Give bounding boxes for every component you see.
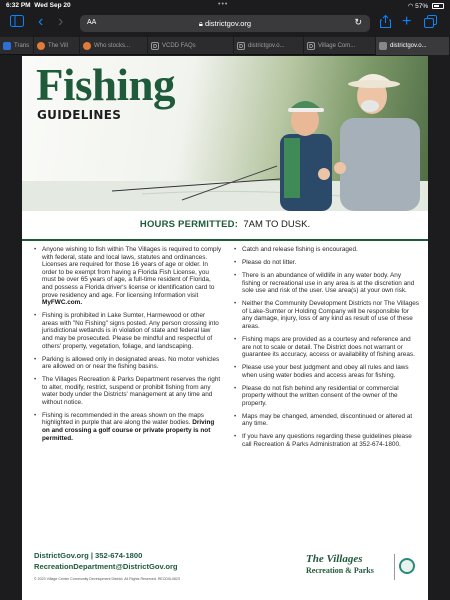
browser-toolbar — [0, 12, 450, 34]
district-seal-icon — [399, 558, 415, 574]
tab-village-com[interactable]: D Village Com... — [304, 37, 376, 55]
status-time: 6:32 PM Wed Sep 20 — [6, 2, 71, 9]
page-title: Fishing — [36, 60, 176, 110]
battery-icon — [432, 3, 444, 9]
forward-icon[interactable]: › — [58, 13, 64, 30]
status-right — [408, 2, 444, 10]
status-bar — [0, 0, 450, 12]
page-subtitle: GUIDELINES — [37, 108, 122, 122]
hours-value: 7AM TO DUSK. — [243, 219, 311, 230]
sidebar-icon[interactable] — [10, 15, 24, 30]
multitasking-dots[interactable]: ••• — [218, 1, 229, 8]
guideline-item: • There is an abundance of wildlife in any water body. Any fishing or recreational use in any area is at the discretion and sole use and risk of the user. Use area(s) at your own risk. — [234, 272, 420, 295]
url-text: 🔒︎ districtgov.org — [198, 19, 252, 28]
hero-banner — [22, 56, 428, 211]
website-phone-line[interactable]: DistrictGov.org | 352-674-1800 — [34, 551, 143, 560]
villages-recreation-logo — [284, 553, 424, 583]
email-line[interactable]: RecreationDepartment@DistrictGov.org — [34, 562, 178, 571]
tab-trans[interactable]: Trans — [0, 37, 34, 55]
address-bar[interactable] — [80, 15, 370, 32]
footer-contact — [34, 550, 178, 572]
tab-favicon — [83, 42, 91, 50]
document-page — [22, 56, 428, 600]
guidelines-left-column — [34, 246, 222, 448]
tab-favicon: D — [307, 42, 315, 50]
guidelines-right-column — [234, 246, 420, 454]
guideline-item: • Maps may be changed, amended, discontinued or altered at any time. — [234, 413, 420, 428]
reader-button[interactable]: AA — [87, 19, 97, 26]
tab-the-villages[interactable]: The Vill — [34, 37, 80, 55]
golf-course-warning: Driving on and crossing a golf course or private property is not permitted. — [42, 419, 215, 442]
guideline-item: • Fishing is recommended in the areas shown on the maps highlighted in purple that are along the water bodies. Driving on and crossing a golf course or private property is not permitted. — [34, 412, 222, 442]
copyright-text: © 2023 Village Center Community Development District. All Rights Reserved. RECD0L0623 — [34, 577, 180, 581]
guideline-item: • Please do not litter. — [234, 259, 420, 267]
tab-districtgov-active[interactable]: districtgov.o... — [376, 37, 450, 55]
guideline-item: • The Villages Recreation & Parks Department reserves the right to alter, modify, restrict, suspend or prohibit fishing from any water body under the Districts' management at any time and without notice. — [34, 376, 222, 406]
logo-line2: Recreation & Parks — [306, 566, 374, 575]
guideline-item: • Parking is allowed only in designated areas. No motor vehicles are allowed on or near the fishing basins. — [34, 356, 222, 371]
guideline-item: • Anyone wishing to fish within The Villages is required to comply with federal, state and local laws, statutes and ordinances. Licenses are required for those 16 years of age or older. In order to be exempt from having a Florida Fish License, you must be over 65 years of age, a full-time resident of Florida, and possess a Florida driver's license or identification card to prove residency and age. For licensing Information visit MyFWC.com. — [34, 246, 222, 307]
tab-favicon — [3, 42, 11, 50]
hours-divider — [22, 239, 428, 241]
tab-favicon: D — [151, 42, 159, 50]
guideline-item: • Please do not fish behind any residential or commercial property without the written consent of the owner of the property. — [234, 385, 420, 408]
tab-bar — [0, 37, 450, 55]
lock-icon: 🔒︎ — [198, 19, 203, 28]
myfwc-link-text: MyFWC.com. — [42, 299, 83, 307]
new-tab-icon[interactable]: + — [402, 13, 412, 30]
tab-districtgov-1[interactable]: D districtgov.o... — [234, 37, 304, 55]
share-icon[interactable] — [380, 15, 391, 31]
wifi-icon: ◠ — [407, 3, 414, 10]
back-icon[interactable]: ‹ — [38, 13, 44, 30]
guideline-item: • If you have any questions regarding these guidelines please call Recreation & Parks Administration at 352-674-1800. — [234, 433, 420, 448]
guideline-item: • Please use your best judgment and obey all rules and laws when using water bodies and access areas for fishing. — [234, 364, 420, 379]
hours-permitted — [22, 219, 428, 235]
reload-icon[interactable]: ↻ — [354, 17, 362, 27]
logo-line1: The Villages — [306, 553, 363, 565]
guideline-item: • Fishing maps are provided as a courtesy and reference and are not to scale or detail. The District does not warrant or guarantee its accuracy, access or availability of fishing areas. — [234, 336, 420, 359]
status-date: Wed Sep 20 — [34, 2, 71, 9]
tab-favicon — [379, 42, 387, 50]
tab-vcdd-faqs[interactable]: D VCDD FAQs — [148, 37, 234, 55]
guideline-item: • Catch and release fishing is encouraged. — [234, 246, 420, 254]
tab-favicon — [37, 42, 45, 50]
tab-favicon: D — [237, 42, 245, 50]
guideline-item: • Fishing is prohibited in Lake Sumter, Harmewood or other areas with "No Fishing" signs posted. Any person crossing into jurisdictional wetlands is in violation of state and federal law and may be prosecuted. Please be mindful and respectful of others' property, vegetation, foliage, and landscaping. — [34, 312, 222, 350]
logo-divider — [394, 554, 395, 580]
hours-label: HOURS PERMITTED: — [139, 219, 239, 230]
tab-who-stocks[interactable]: Who stocks... — [80, 37, 148, 55]
guideline-item: • Neither the Community Development Districts nor The Villages of Lake-Sumter or Holding Company will be responsible for any damage, injury, loss of any kind as result of use of these areas. — [234, 300, 420, 330]
battery-percent: 57% — [415, 3, 429, 10]
tabs-overview-icon[interactable] — [424, 15, 437, 31]
